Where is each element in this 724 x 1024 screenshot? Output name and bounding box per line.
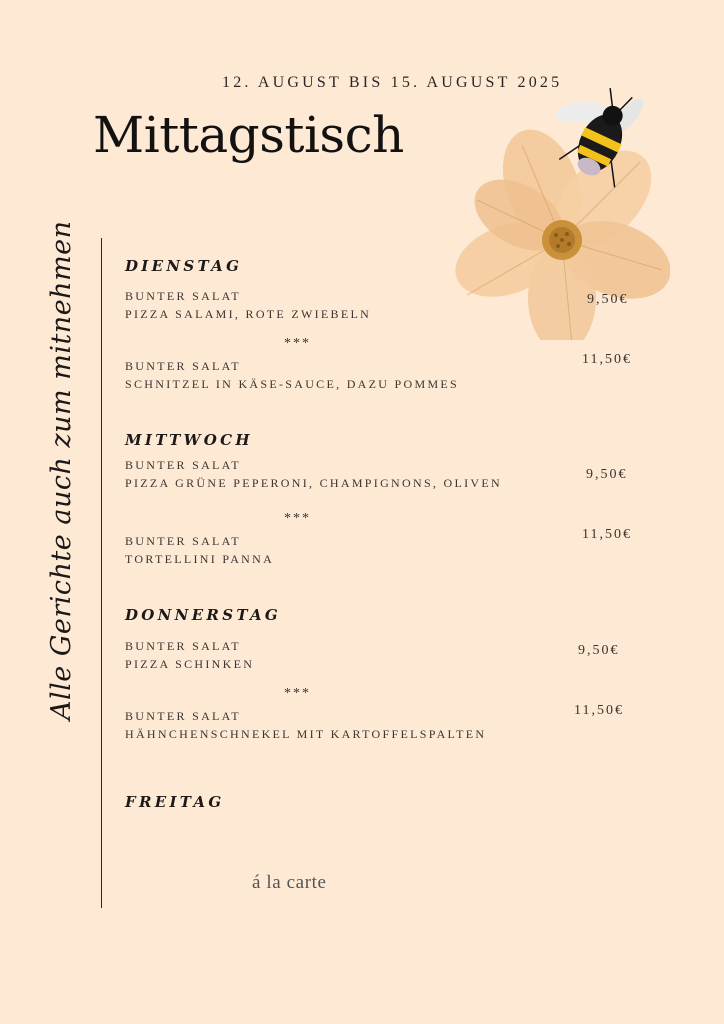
menu-item — [125, 288, 371, 323]
dish-line: PIZZA SALAMI, ROTE ZWIEBELN — [125, 306, 372, 321]
dish-line: TORTELLINI PANNA — [125, 551, 275, 566]
menu-item — [125, 638, 254, 673]
price: 9,50€ — [578, 643, 620, 658]
dish-line: BUNTER SALAT — [125, 359, 241, 373]
menu-item — [125, 533, 274, 568]
price: 9,50€ — [586, 467, 628, 482]
price: 11,50€ — [582, 527, 632, 542]
separator: *** — [284, 336, 311, 351]
separator: *** — [284, 511, 311, 526]
dish-line: BUNTER SALAT — [125, 289, 241, 303]
dish-line: BUNTER SALAT — [125, 458, 241, 472]
takeaway-note: Alle Gerichte auch zum mitnehmen — [46, 220, 77, 720]
a-la-carte-note: á la carte — [252, 872, 327, 893]
page-title: Mittagstisch — [93, 106, 404, 164]
dish-line: BUNTER SALAT — [125, 534, 241, 548]
vertical-divider — [101, 238, 102, 908]
day-heading-donnerstag: DONNERSTAG — [125, 606, 282, 624]
menu-item — [125, 358, 459, 393]
dish-line: BUNTER SALAT — [125, 709, 241, 723]
day-heading-dienstag: DIENSTAG — [125, 257, 243, 275]
menu-item — [125, 708, 486, 743]
dish-line: PIZZA GRÜNE PEPERONI, CHAMPIGNONS, OLIVEN — [125, 475, 502, 490]
dish-line: SCHNITZEL IN KÄSE-SAUCE, DAZU POMMES — [125, 376, 460, 391]
flower-with-bee-icon — [450, 85, 670, 340]
dish-line: HÄHNCHENSCHNEKEL MIT KARTOFFELSPALTEN — [125, 726, 487, 741]
day-heading-mittwoch: MITTWOCH — [125, 431, 253, 449]
menu-item — [125, 457, 502, 492]
day-heading-freitag: FREITAG — [125, 793, 225, 811]
separator: *** — [284, 686, 311, 701]
price: 11,50€ — [582, 352, 632, 367]
dish-line: BUNTER SALAT — [125, 639, 241, 653]
date-range: 12. AUGUST BIS 15. AUGUST 2025 — [222, 74, 563, 91]
price: 11,50€ — [574, 703, 624, 718]
dish-line: PIZZA SCHINKEN — [125, 656, 255, 671]
price: 9,50€ — [587, 292, 629, 307]
